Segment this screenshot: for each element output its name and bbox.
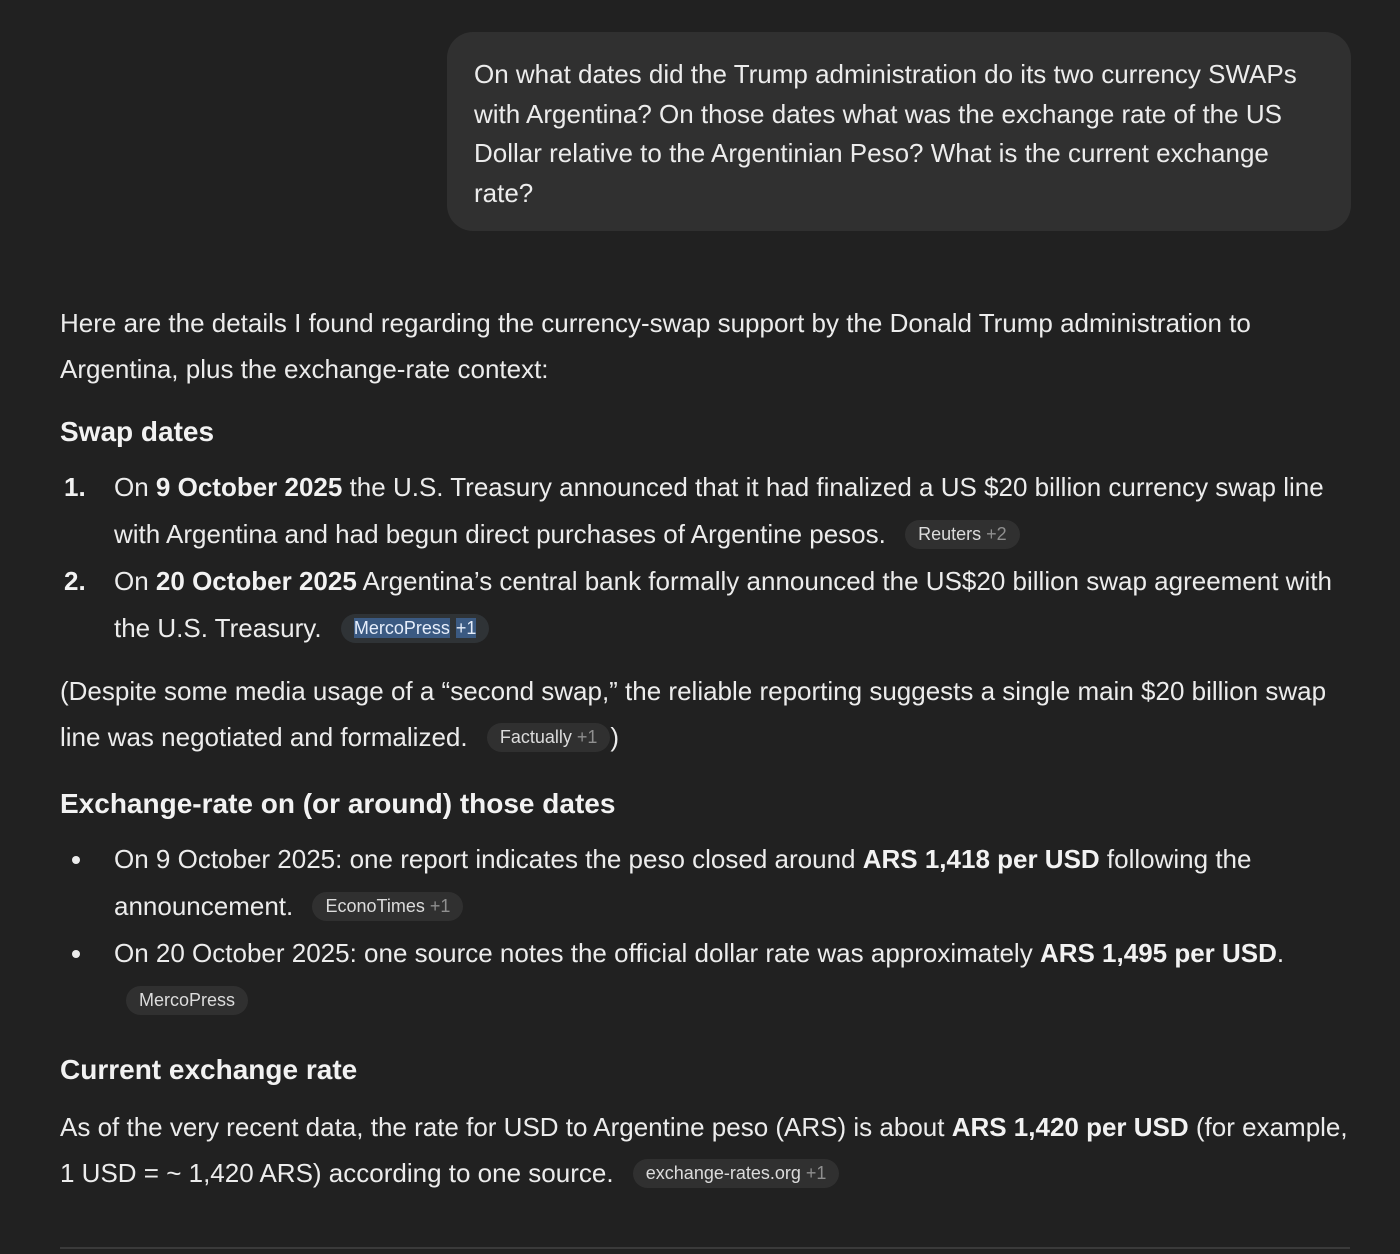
- source-citation-pill[interactable]: Reuters +2: [905, 520, 1020, 549]
- assistant-answer: [60, 300, 1350, 1196]
- current-rate-heading: Current exchange rate: [60, 1054, 358, 1085]
- swap-note: (Despite some media usage of a “second swap,” the reliable reporting suggests a single main $20 billion swap line was negotiated and formalized. Factually +1 ): [60, 676, 1327, 752]
- list-number: 1.: [64, 472, 86, 502]
- list-item: On 9 October 2025: one report indicates the peso closed around ARS 1,418 per USD following the announcement. EconoTimes +1: [60, 836, 1350, 930]
- list-item: 1. On 9 October 2025 the U.S. Treasury announced that it had finalized a US $20 billion currency swap line with Argentina and had begun direct purchases of Argentine pesos. Reuters +2: [60, 464, 1350, 558]
- swap-date-bold: 20 October 2025: [155, 566, 357, 596]
- bottom-divider: [60, 1247, 1350, 1249]
- source-citation-pill[interactable]: exchange-rates.org +1: [633, 1159, 840, 1188]
- current-rate-bold: ARS 1,420 per USD: [951, 1112, 1189, 1142]
- list-number: 2.: [64, 566, 86, 596]
- swap-dates-list: [60, 464, 1350, 652]
- exchange-rate-heading: Exchange-rate on (or around) those dates: [60, 788, 616, 819]
- swap-date-bold: 9 October 2025: [155, 472, 343, 502]
- source-citation-pill-selected[interactable]: MercoPress +1: [341, 614, 490, 643]
- list-item: 2. On 20 October 2025 Argentina’s central bank formally announced the US$20 billion swap agreement with the U.S. Treasury. MercoPress +1: [60, 558, 1350, 652]
- swap-dates-heading: Swap dates: [60, 416, 215, 447]
- bullet-icon: [72, 950, 80, 958]
- bullet-icon: [72, 856, 80, 864]
- list-item: On 20 October 2025: one source notes the official dollar rate was approximately ARS 1,495 per USD. MercoPress: [60, 930, 1350, 1024]
- rate-bold: ARS 1,495 per USD: [1039, 938, 1277, 968]
- user-message-text: On what dates did the Trump administration do its two currency SWAPs with Argentina? On those dates what was the exchange rate of the US Dollar relative to the Argentinian Peso? What is the current exchange rate?: [474, 59, 1297, 209]
- current-rate-paragraph: As of the very recent data, the rate for USD to Argentine peso (ARS) is about ARS 1,420 per USD (for example, 1 USD = ~ 1,420 ARS) according to one source. exchange-rates.org +1: [60, 1112, 1348, 1188]
- user-message-bubble: [447, 32, 1351, 231]
- source-citation-pill[interactable]: MercoPress: [126, 986, 248, 1015]
- source-citation-pill[interactable]: Factually +1: [487, 723, 611, 752]
- exchange-rate-list: [60, 836, 1350, 1024]
- answer-intro: Here are the details I found regarding the currency-swap support by the Donald Trump administration to Argentina, plus the exchange-rate context:: [60, 308, 1251, 384]
- source-citation-pill[interactable]: EconoTimes +1: [312, 892, 463, 921]
- rate-bold: ARS 1,418 per USD: [862, 844, 1100, 874]
